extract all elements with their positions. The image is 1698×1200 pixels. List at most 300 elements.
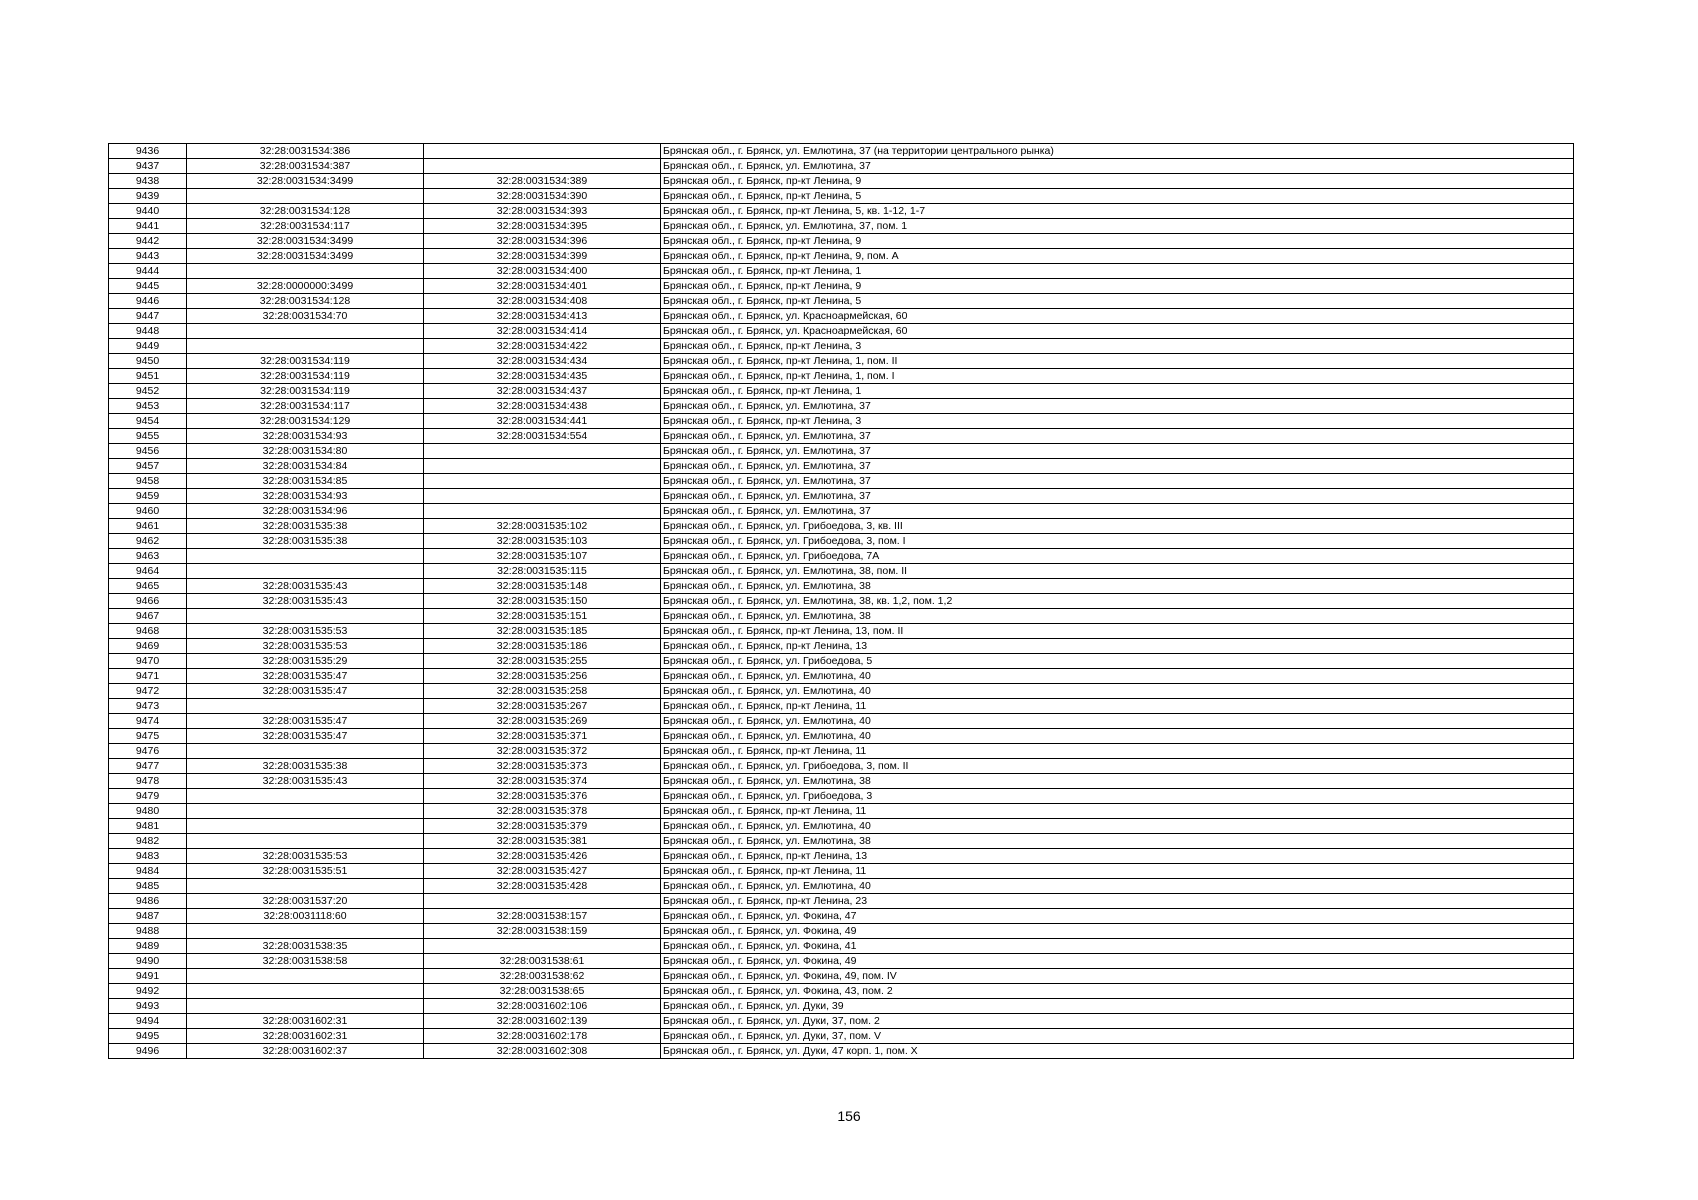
row-number-cell: 9456 — [109, 444, 187, 459]
address-cell: Брянская обл., г. Брянск, ул. Фокина, 43, пом. 2 — [661, 984, 1574, 999]
table-row — [109, 324, 1574, 339]
row-number-cell: 9482 — [109, 834, 187, 849]
table-row — [109, 729, 1574, 744]
object-number-cell: 32:28:0031602:178 — [424, 1029, 661, 1044]
table-row — [109, 699, 1574, 714]
table-row — [109, 459, 1574, 474]
cadastral-number-cell: 32:28:0031535:43 — [187, 579, 424, 594]
cadastral-number-cell: 32:28:0031534:387 — [187, 159, 424, 174]
address-cell: Брянская обл., г. Брянск, пр-кт Ленина, 11 — [661, 864, 1574, 879]
address-cell: Брянская обл., г. Брянск, ул. Емлютина, 38, пом. II — [661, 564, 1574, 579]
address-cell: Брянская обл., г. Брянск, ул. Емлютина, 37 (на территории центрального рынка) — [661, 144, 1574, 159]
table-row — [109, 474, 1574, 489]
table-row — [109, 174, 1574, 189]
row-number-cell: 9489 — [109, 939, 187, 954]
row-number-cell: 9450 — [109, 354, 187, 369]
cadastral-number-cell: 32:28:0031534:84 — [187, 459, 424, 474]
row-number-cell: 9446 — [109, 294, 187, 309]
row-number-cell: 9440 — [109, 204, 187, 219]
address-cell: Брянская обл., г. Брянск, ул. Емлютина, 37 — [661, 489, 1574, 504]
cadastral-number-cell: 32:28:0031535:47 — [187, 729, 424, 744]
object-number-cell: 32:28:0031534:400 — [424, 264, 661, 279]
cadastral-number-cell — [187, 819, 424, 834]
cadastral-number-cell: 32:28:0031535:51 — [187, 864, 424, 879]
row-number-cell: 9475 — [109, 729, 187, 744]
cadastral-number-cell — [187, 264, 424, 279]
table-row — [109, 264, 1574, 279]
object-number-cell: 32:28:0031534:434 — [424, 354, 661, 369]
cadastral-number-cell: 32:28:0031538:35 — [187, 939, 424, 954]
object-number-cell: 32:28:0031535:372 — [424, 744, 661, 759]
cadastral-number-cell: 32:28:0031534:85 — [187, 474, 424, 489]
address-cell: Брянская обл., г. Брянск, ул. Емлютина, 37 — [661, 504, 1574, 519]
table-row — [109, 309, 1574, 324]
object-number-cell: 32:28:0031534:435 — [424, 369, 661, 384]
object-number-cell: 32:28:0031534:401 — [424, 279, 661, 294]
cadastral-number-cell: 32:28:0031534:117 — [187, 399, 424, 414]
row-number-cell: 9476 — [109, 744, 187, 759]
row-number-cell: 9494 — [109, 1014, 187, 1029]
table-row — [109, 384, 1574, 399]
address-cell: Брянская обл., г. Брянск, ул. Красноармейская, 60 — [661, 309, 1574, 324]
address-cell: Брянская обл., г. Брянск, ул. Емлютина, 38 — [661, 774, 1574, 789]
table-row — [109, 504, 1574, 519]
row-number-cell: 9487 — [109, 909, 187, 924]
row-number-cell: 9458 — [109, 474, 187, 489]
object-number-cell — [424, 144, 661, 159]
row-number-cell: 9445 — [109, 279, 187, 294]
object-number-cell: 32:28:0031534:441 — [424, 414, 661, 429]
row-number-cell: 9469 — [109, 639, 187, 654]
address-cell: Брянская обл., г. Брянск, ул. Емлютина, 38, кв. 1,2, пом. 1,2 — [661, 594, 1574, 609]
address-cell: Брянская обл., г. Брянск, ул. Емлютина, 37 — [661, 444, 1574, 459]
cadastral-number-cell: 32:28:0031534:3499 — [187, 249, 424, 264]
row-number-cell: 9451 — [109, 369, 187, 384]
object-number-cell: 32:28:0031535:376 — [424, 789, 661, 804]
object-number-cell — [424, 474, 661, 489]
cadastral-number-cell — [187, 564, 424, 579]
table-row — [109, 579, 1574, 594]
cadastral-number-cell: 32:28:0031534:96 — [187, 504, 424, 519]
address-cell: Брянская обл., г. Брянск, пр-кт Ленина, 3 — [661, 339, 1574, 354]
cadastral-number-cell — [187, 924, 424, 939]
object-number-cell: 32:28:0031535:103 — [424, 534, 661, 549]
table-row — [109, 864, 1574, 879]
table-row — [109, 759, 1574, 774]
cadastral-number-cell: 32:28:0031535:43 — [187, 594, 424, 609]
address-cell: Брянская обл., г. Брянск, ул. Емлютина, 38 — [661, 834, 1574, 849]
row-number-cell: 9484 — [109, 864, 187, 879]
object-number-cell — [424, 444, 661, 459]
object-number-cell: 32:28:0031535:102 — [424, 519, 661, 534]
row-number-cell: 9437 — [109, 159, 187, 174]
object-number-cell: 32:28:0031534:554 — [424, 429, 661, 444]
object-number-cell: 32:28:0031535:258 — [424, 684, 661, 699]
address-cell: Брянская обл., г. Брянск, ул. Емлютина, 38 — [661, 609, 1574, 624]
table-row — [109, 519, 1574, 534]
cadastral-number-cell: 32:28:0031534:3499 — [187, 234, 424, 249]
row-number-cell: 9473 — [109, 699, 187, 714]
table-row — [109, 204, 1574, 219]
address-cell: Брянская обл., г. Брянск, ул. Емлютина, 37 — [661, 159, 1574, 174]
row-number-cell: 9457 — [109, 459, 187, 474]
table-row — [109, 489, 1574, 504]
address-cell: Брянская обл., г. Брянск, пр-кт Ленина, 9, пом. А — [661, 249, 1574, 264]
address-cell: Брянская обл., г. Брянск, ул. Фокина, 49, пом. IV — [661, 969, 1574, 984]
address-cell: Брянская обл., г. Брянск, ул. Дуки, 37, пом. 2 — [661, 1014, 1574, 1029]
row-number-cell: 9465 — [109, 579, 187, 594]
object-number-cell — [424, 459, 661, 474]
address-cell: Брянская обл., г. Брянск, ул. Фокина, 47 — [661, 909, 1574, 924]
address-cell: Брянская обл., г. Брянск, пр-кт Ленина, 9 — [661, 234, 1574, 249]
row-number-cell: 9479 — [109, 789, 187, 804]
address-cell: Брянская обл., г. Брянск, пр-кт Ленина, 11 — [661, 744, 1574, 759]
object-number-cell: 32:28:0031534:414 — [424, 324, 661, 339]
cadastral-number-cell: 32:28:0031534:119 — [187, 369, 424, 384]
cadastral-number-cell: 32:28:0031537:20 — [187, 894, 424, 909]
row-number-cell: 9485 — [109, 879, 187, 894]
row-number-cell: 9470 — [109, 654, 187, 669]
address-cell: Брянская обл., г. Брянск, пр-кт Ленина, 13 — [661, 639, 1574, 654]
row-number-cell: 9490 — [109, 954, 187, 969]
object-number-cell: 32:28:0031535:269 — [424, 714, 661, 729]
address-cell: Брянская обл., г. Брянск, ул. Емлютина, 37 — [661, 399, 1574, 414]
cadastral-number-cell — [187, 804, 424, 819]
address-cell: Брянская обл., г. Брянск, пр-кт Ленина, 1, пом. I — [661, 369, 1574, 384]
object-number-cell: 32:28:0031534:408 — [424, 294, 661, 309]
object-number-cell: 32:28:0031535:185 — [424, 624, 661, 639]
address-cell: Брянская обл., г. Брянск, пр-кт Ленина, 23 — [661, 894, 1574, 909]
row-number-cell: 9444 — [109, 264, 187, 279]
object-number-cell: 32:28:0031535:371 — [424, 729, 661, 744]
cadastral-number-cell — [187, 744, 424, 759]
row-number-cell: 9448 — [109, 324, 187, 339]
table-row — [109, 1029, 1574, 1044]
row-number-cell: 9459 — [109, 489, 187, 504]
table-row — [109, 549, 1574, 564]
object-number-cell: 32:28:0031535:267 — [424, 699, 661, 714]
table-row — [109, 534, 1574, 549]
object-number-cell: 32:28:0031535:378 — [424, 804, 661, 819]
row-number-cell: 9461 — [109, 519, 187, 534]
cadastral-number-cell — [187, 189, 424, 204]
table-row — [109, 714, 1574, 729]
table-row — [109, 684, 1574, 699]
table-row — [109, 849, 1574, 864]
table-row — [109, 939, 1574, 954]
table-row — [109, 744, 1574, 759]
object-number-cell — [424, 504, 661, 519]
table-row — [109, 984, 1574, 999]
row-number-cell: 9480 — [109, 804, 187, 819]
object-number-cell: 32:28:0031534:399 — [424, 249, 661, 264]
object-number-cell — [424, 489, 661, 504]
table-row — [109, 294, 1574, 309]
address-cell: Брянская обл., г. Брянск, ул. Емлютина, 37 — [661, 474, 1574, 489]
cadastral-number-cell: 32:28:0031535:43 — [187, 774, 424, 789]
cadastral-number-cell: 32:28:0031535:47 — [187, 714, 424, 729]
cadastral-number-cell — [187, 984, 424, 999]
object-number-cell: 32:28:0031534:393 — [424, 204, 661, 219]
cadastral-number-cell: 32:28:0031535:53 — [187, 639, 424, 654]
cadastral-number-cell: 32:28:0031535:38 — [187, 519, 424, 534]
cadastral-number-cell: 32:28:0031538:58 — [187, 954, 424, 969]
address-cell: Брянская обл., г. Брянск, ул. Грибоедова, 3, пом. II — [661, 759, 1574, 774]
address-cell: Брянская обл., г. Брянск, пр-кт Ленина, 1 — [661, 264, 1574, 279]
table-row — [109, 789, 1574, 804]
table-row — [109, 594, 1574, 609]
address-cell: Брянская обл., г. Брянск, пр-кт Ленина, 5, кв. 1-12, 1-7 — [661, 204, 1574, 219]
table-row — [109, 999, 1574, 1014]
object-number-cell: 32:28:0031535:256 — [424, 669, 661, 684]
table-row — [109, 159, 1574, 174]
object-number-cell: 32:28:0031535:374 — [424, 774, 661, 789]
object-number-cell: 32:28:0031535:150 — [424, 594, 661, 609]
row-number-cell: 9467 — [109, 609, 187, 624]
cadastral-number-cell — [187, 549, 424, 564]
cadastral-number-cell: 32:28:0031534:129 — [187, 414, 424, 429]
object-number-cell: 32:28:0031534:389 — [424, 174, 661, 189]
address-cell: Брянская обл., г. Брянск, ул. Емлютина, 37 — [661, 459, 1574, 474]
cadastral-number-cell — [187, 789, 424, 804]
address-cell: Брянская обл., г. Брянск, пр-кт Ленина, 1, пом. II — [661, 354, 1574, 369]
address-cell: Брянская обл., г. Брянск, ул. Емлютина, 40 — [661, 819, 1574, 834]
address-cell: Брянская обл., г. Брянск, ул. Грибоедова, 5 — [661, 654, 1574, 669]
cadastral-number-cell: 32:28:0031535:38 — [187, 759, 424, 774]
object-number-cell: 32:28:0031538:65 — [424, 984, 661, 999]
object-number-cell: 32:28:0031538:61 — [424, 954, 661, 969]
table-row — [109, 144, 1574, 159]
cadastral-number-cell — [187, 339, 424, 354]
table-row — [109, 624, 1574, 639]
table-row — [109, 249, 1574, 264]
object-number-cell: 32:28:0031534:395 — [424, 219, 661, 234]
object-number-cell: 32:28:0031535:379 — [424, 819, 661, 834]
row-number-cell: 9466 — [109, 594, 187, 609]
row-number-cell: 9453 — [109, 399, 187, 414]
object-number-cell: 32:28:0031534:438 — [424, 399, 661, 414]
table-row — [109, 189, 1574, 204]
row-number-cell: 9477 — [109, 759, 187, 774]
address-cell: Брянская обл., г. Брянск, пр-кт Ленина, 13 — [661, 849, 1574, 864]
address-cell: Брянская обл., г. Брянск, ул. Емлютина, 38 — [661, 579, 1574, 594]
cadastral-number-cell: 32:28:0031534:386 — [187, 144, 424, 159]
cadastral-number-cell — [187, 969, 424, 984]
address-cell: Брянская обл., г. Брянск, пр-кт Ленина, 9 — [661, 279, 1574, 294]
cadastral-table-body — [109, 144, 1574, 1059]
cadastral-number-cell: 32:28:0031534:93 — [187, 489, 424, 504]
address-cell: Брянская обл., г. Брянск, ул. Емлютина, 37 — [661, 429, 1574, 444]
object-number-cell: 32:28:0031538:159 — [424, 924, 661, 939]
table-row — [109, 894, 1574, 909]
cadastral-number-cell: 32:28:0031602:31 — [187, 1014, 424, 1029]
cadastral-number-cell: 32:28:0031602:31 — [187, 1029, 424, 1044]
object-number-cell: 32:28:0031535:186 — [424, 639, 661, 654]
row-number-cell: 9443 — [109, 249, 187, 264]
table-row — [109, 564, 1574, 579]
cadastral-number-cell — [187, 324, 424, 339]
address-cell: Брянская обл., г. Брянск, ул. Емлютина, 40 — [661, 879, 1574, 894]
table-row — [109, 819, 1574, 834]
address-cell: Брянская обл., г. Брянск, ул. Дуки, 47 корп. 1, пом. X — [661, 1044, 1574, 1059]
cadastral-number-cell: 32:28:0031534:117 — [187, 219, 424, 234]
row-number-cell: 9483 — [109, 849, 187, 864]
cadastral-number-cell: 32:28:0031534:70 — [187, 309, 424, 324]
table-row — [109, 414, 1574, 429]
object-number-cell: 32:28:0031538:157 — [424, 909, 661, 924]
table-row — [109, 609, 1574, 624]
object-number-cell: 32:28:0031602:139 — [424, 1014, 661, 1029]
cadastral-number-cell: 32:28:0031602:37 — [187, 1044, 424, 1059]
table-row — [109, 1044, 1574, 1059]
address-cell: Брянская обл., г. Брянск, пр-кт Ленина, 13, пом. II — [661, 624, 1574, 639]
object-number-cell: 32:28:0031535:148 — [424, 579, 661, 594]
row-number-cell: 9463 — [109, 549, 187, 564]
table-row — [109, 969, 1574, 984]
cadastral-number-cell: 32:28:0031535:47 — [187, 684, 424, 699]
row-number-cell: 9468 — [109, 624, 187, 639]
row-number-cell: 9460 — [109, 504, 187, 519]
table-row — [109, 399, 1574, 414]
table-row — [109, 639, 1574, 654]
object-number-cell: 32:28:0031534:396 — [424, 234, 661, 249]
row-number-cell: 9449 — [109, 339, 187, 354]
object-number-cell — [424, 894, 661, 909]
object-number-cell: 32:28:0031535:115 — [424, 564, 661, 579]
object-number-cell: 32:28:0031535:107 — [424, 549, 661, 564]
table-row — [109, 369, 1574, 384]
table-row — [109, 669, 1574, 684]
address-cell: Брянская обл., г. Брянск, пр-кт Ленина, 11 — [661, 699, 1574, 714]
cadastral-number-cell — [187, 999, 424, 1014]
cadastral-number-cell: 32:28:0031534:119 — [187, 384, 424, 399]
row-number-cell: 9439 — [109, 189, 187, 204]
cadastral-number-cell: 32:28:0031118:60 — [187, 909, 424, 924]
address-cell: Брянская обл., г. Брянск, ул. Грибоедова, 3, пом. I — [661, 534, 1574, 549]
object-number-cell: 32:28:0031538:62 — [424, 969, 661, 984]
address-cell: Брянская обл., г. Брянск, ул. Дуки, 39 — [661, 999, 1574, 1014]
address-cell: Брянская обл., г. Брянск, пр-кт Ленина, 11 — [661, 804, 1574, 819]
row-number-cell: 9488 — [109, 924, 187, 939]
object-number-cell: 32:28:0031535:255 — [424, 654, 661, 669]
row-number-cell: 9472 — [109, 684, 187, 699]
object-number-cell: 32:28:0031602:308 — [424, 1044, 661, 1059]
cadastral-number-cell: 32:28:0031535:38 — [187, 534, 424, 549]
address-cell: Брянская обл., г. Брянск, пр-кт Ленина, 5 — [661, 189, 1574, 204]
row-number-cell: 9491 — [109, 969, 187, 984]
address-cell: Брянская обл., г. Брянск, пр-кт Ленина, 5 — [661, 294, 1574, 309]
row-number-cell: 9442 — [109, 234, 187, 249]
table-row — [109, 879, 1574, 894]
cadastral-number-cell: 32:28:0031535:47 — [187, 669, 424, 684]
cadastral-number-cell: 32:28:0031534:128 — [187, 294, 424, 309]
address-cell: Брянская обл., г. Брянск, ул. Грибоедова, 7А — [661, 549, 1574, 564]
address-cell: Брянская обл., г. Брянск, ул. Грибоедова, 3 — [661, 789, 1574, 804]
row-number-cell: 9478 — [109, 774, 187, 789]
row-number-cell: 9495 — [109, 1029, 187, 1044]
address-cell: Брянская обл., г. Брянск, пр-кт Ленина, 3 — [661, 414, 1574, 429]
row-number-cell: 9486 — [109, 894, 187, 909]
row-number-cell: 9496 — [109, 1044, 187, 1059]
object-number-cell: 32:28:0031534:390 — [424, 189, 661, 204]
row-number-cell: 9441 — [109, 219, 187, 234]
address-cell: Брянская обл., г. Брянск, ул. Емлютина, 40 — [661, 729, 1574, 744]
row-number-cell: 9452 — [109, 384, 187, 399]
address-cell: Брянская обл., г. Брянск, ул. Красноармейская, 60 — [661, 324, 1574, 339]
cadastral-number-cell: 32:28:0031535:29 — [187, 654, 424, 669]
row-number-cell: 9492 — [109, 984, 187, 999]
object-number-cell: 32:28:0031535:373 — [424, 759, 661, 774]
cadastral-number-cell: 32:28:0031534:3499 — [187, 174, 424, 189]
table-row — [109, 909, 1574, 924]
cadastral-table — [108, 143, 1574, 1059]
address-cell: Брянская обл., г. Брянск, ул. Емлютина, 40 — [661, 714, 1574, 729]
row-number-cell: 9462 — [109, 534, 187, 549]
table-row — [109, 654, 1574, 669]
address-cell: Брянская обл., г. Брянск, пр-кт Ленина, 1 — [661, 384, 1574, 399]
address-cell: Брянская обл., г. Брянск, ул. Дуки, 37, пом. V — [661, 1029, 1574, 1044]
row-number-cell: 9464 — [109, 564, 187, 579]
row-number-cell: 9447 — [109, 309, 187, 324]
cadastral-number-cell — [187, 834, 424, 849]
cadastral-number-cell: 32:28:0031534:128 — [187, 204, 424, 219]
table-row — [109, 234, 1574, 249]
address-cell: Брянская обл., г. Брянск, ул. Емлютина, 40 — [661, 669, 1574, 684]
row-number-cell: 9436 — [109, 144, 187, 159]
address-cell: Брянская обл., г. Брянск, ул. Фокина, 41 — [661, 939, 1574, 954]
table-row — [109, 954, 1574, 969]
table-row — [109, 429, 1574, 444]
object-number-cell: 32:28:0031602:106 — [424, 999, 661, 1014]
table-row — [109, 219, 1574, 234]
table-row — [109, 834, 1574, 849]
row-number-cell: 9471 — [109, 669, 187, 684]
cadastral-number-cell: 32:28:0031535:53 — [187, 849, 424, 864]
page-number: 156 — [837, 1108, 861, 1124]
row-number-cell: 9455 — [109, 429, 187, 444]
table-row — [109, 444, 1574, 459]
address-cell: Брянская обл., г. Брянск, ул. Емлютина, 40 — [661, 684, 1574, 699]
cadastral-number-cell: 32:28:0031534:93 — [187, 429, 424, 444]
object-number-cell: 32:28:0031535:427 — [424, 864, 661, 879]
object-number-cell: 32:28:0031534:437 — [424, 384, 661, 399]
table-row — [109, 354, 1574, 369]
object-number-cell — [424, 159, 661, 174]
row-number-cell: 9481 — [109, 819, 187, 834]
row-number-cell: 9438 — [109, 174, 187, 189]
cadastral-number-cell: 32:28:0000000:3499 — [187, 279, 424, 294]
address-cell: Брянская обл., г. Брянск, пр-кт Ленина, 9 — [661, 174, 1574, 189]
object-number-cell: 32:28:0031535:381 — [424, 834, 661, 849]
address-cell: Брянская обл., г. Брянск, ул. Грибоедова, 3, кв. III — [661, 519, 1574, 534]
cadastral-number-cell — [187, 699, 424, 714]
row-number-cell: 9454 — [109, 414, 187, 429]
cadastral-number-cell — [187, 879, 424, 894]
table-row — [109, 924, 1574, 939]
object-number-cell: 32:28:0031534:413 — [424, 309, 661, 324]
object-number-cell — [424, 939, 661, 954]
cadastral-number-cell: 32:28:0031535:53 — [187, 624, 424, 639]
object-number-cell: 32:28:0031535:428 — [424, 879, 661, 894]
object-number-cell: 32:28:0031534:422 — [424, 339, 661, 354]
address-cell: Брянская обл., г. Брянск, ул. Фокина, 49 — [661, 954, 1574, 969]
object-number-cell: 32:28:0031535:151 — [424, 609, 661, 624]
table-row — [109, 339, 1574, 354]
cadastral-number-cell: 32:28:0031534:119 — [187, 354, 424, 369]
table-row — [109, 279, 1574, 294]
row-number-cell: 9474 — [109, 714, 187, 729]
address-cell: Брянская обл., г. Брянск, ул. Фокина, 49 — [661, 924, 1574, 939]
